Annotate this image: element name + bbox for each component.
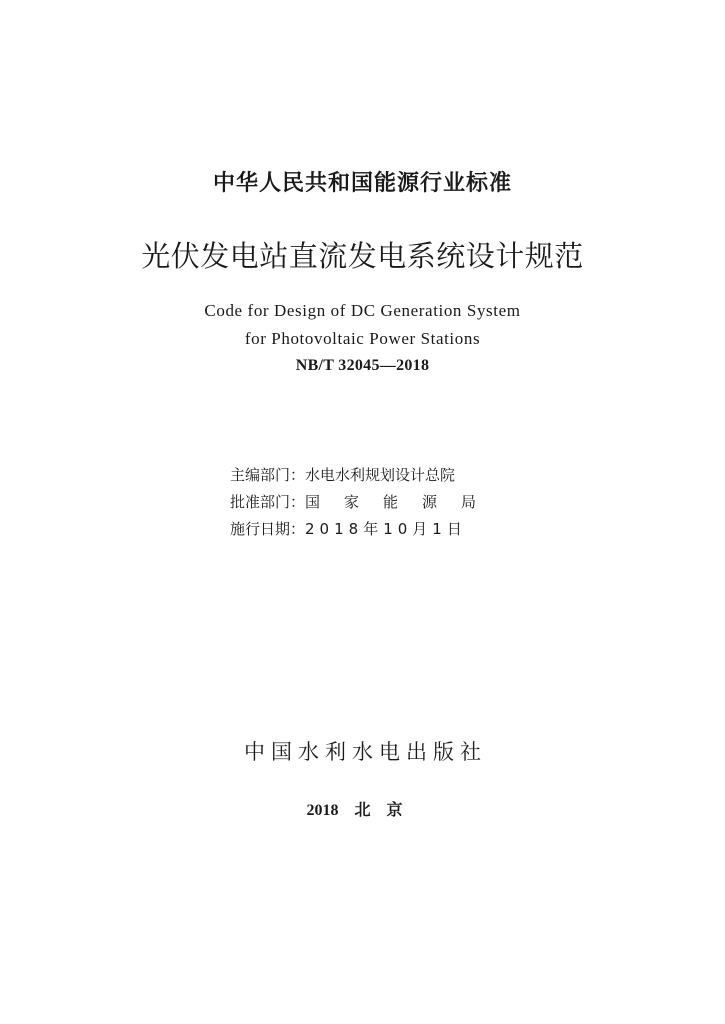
imprint-year: 2018: [306, 802, 339, 819]
publisher-name: 中国水利水电出版社: [244, 740, 487, 764]
effective-date-value: 2018年10月1日: [305, 520, 467, 538]
document-title-english-line-2: for Photovoltaic Power Stations: [244, 329, 481, 348]
editor-label: 主编部门：: [230, 466, 306, 484]
imprint: [0, 797, 725, 820]
standard-series-heading: 中华人民共和国能源行业标准: [212, 171, 512, 196]
editor-value: 水电水利规划设计总院: [305, 466, 456, 484]
approver-label: 批准部门：: [230, 493, 306, 511]
editor-row: [230, 464, 455, 485]
document-title-english-line-1: Code for Design of DC Generation System: [204, 301, 521, 320]
standard-number: NB/T 32045—2018: [295, 357, 430, 374]
document-title-chinese: 光伏发电站直流发电系统设计规范: [141, 239, 584, 273]
approver-row: [230, 491, 500, 512]
effective-date-row: [230, 518, 467, 539]
imprint-city: 北京: [354, 800, 419, 819]
approver-value: 国家能源局: [305, 493, 501, 511]
effective-date-label: 施行日期：: [230, 520, 306, 538]
